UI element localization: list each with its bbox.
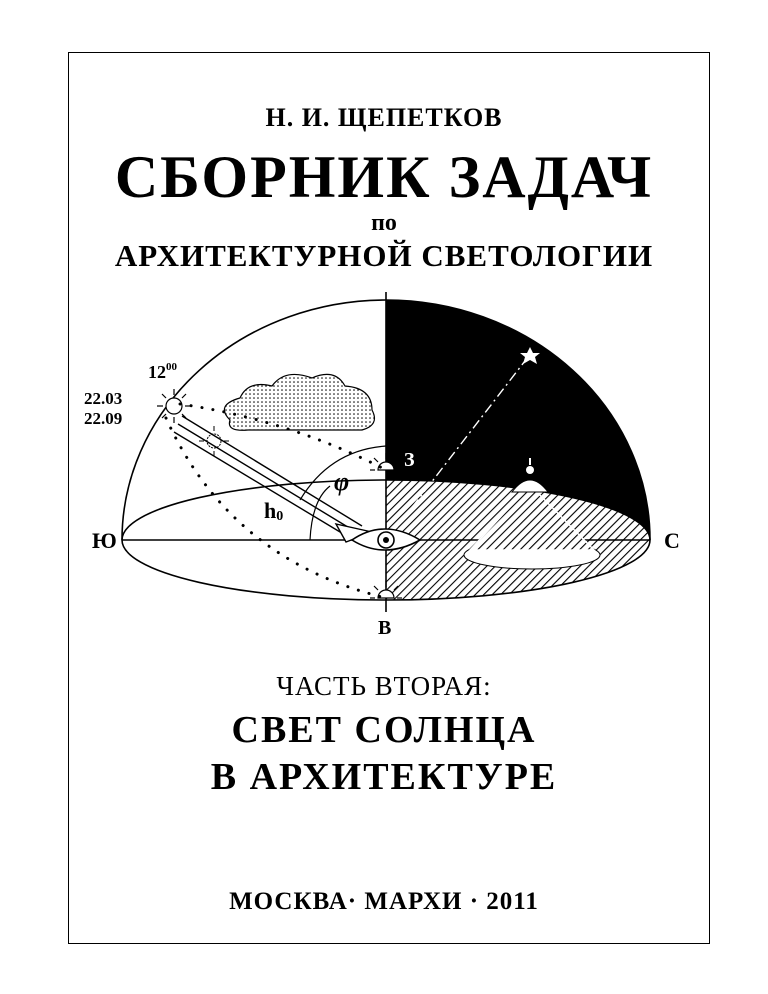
date-equinox-spring: 22.03 <box>84 389 123 408</box>
date-equinox-autumn: 22.09 <box>84 409 123 428</box>
publisher-footer: МОСКВА· МАРХИ · 2011 <box>229 888 539 915</box>
west-label: З <box>404 449 415 471</box>
title-preposition: по <box>371 210 397 236</box>
north-label: С <box>664 528 680 553</box>
part-title-line1: СВЕТ СОЛНЦА <box>231 709 537 751</box>
time-label: $12^{00}$ <box>148 361 177 382</box>
latitude-symbol: φ <box>334 467 350 496</box>
part-heading: ЧАСТЬ ВТОРАЯ: <box>276 671 492 701</box>
altitude-label: h0 <box>264 498 284 524</box>
part-title-line2: В АРХИТЕКТУРЕ <box>210 756 558 798</box>
east-label: В <box>378 617 392 639</box>
south-label: Ю <box>92 528 117 553</box>
altitude-arc <box>310 486 330 540</box>
book-subtitle: АРХИТЕКТУРНОЙ СВЕТОЛОГИИ <box>114 238 654 273</box>
book-title: СБОРНИК ЗАДАЧ <box>114 144 654 210</box>
author-name: Н. И. ЩЕПЕТКОВ <box>265 103 503 132</box>
